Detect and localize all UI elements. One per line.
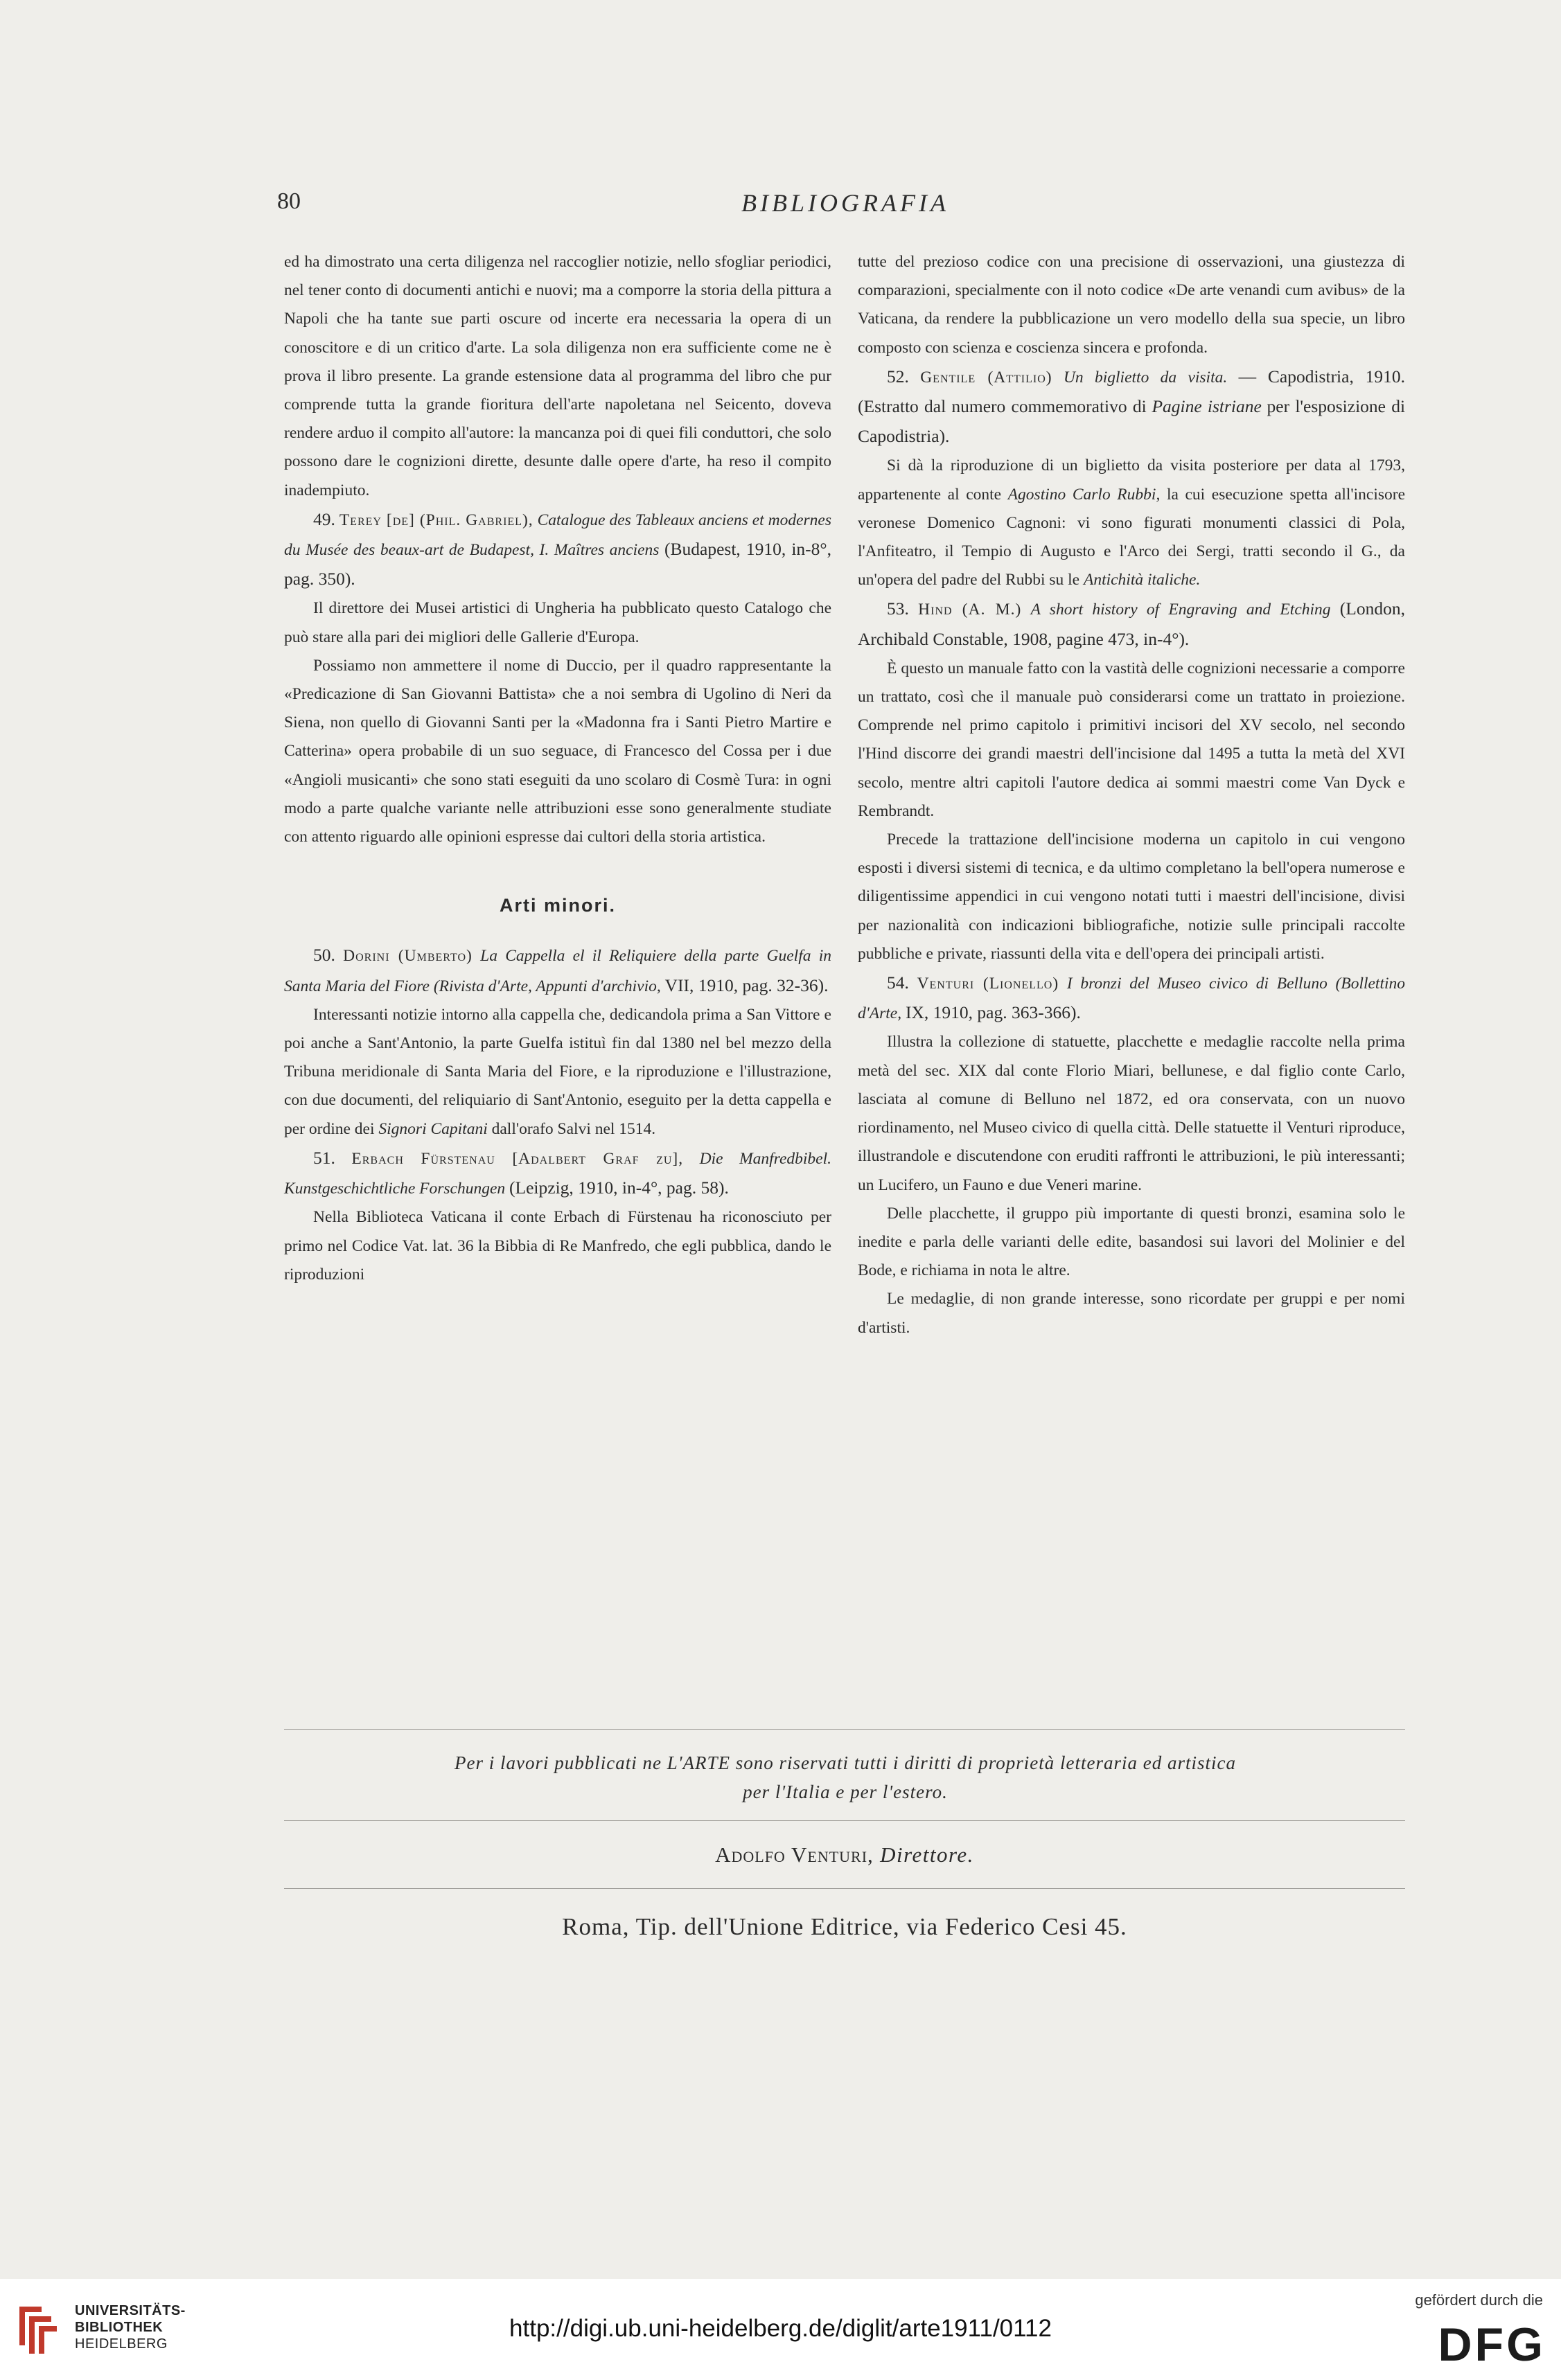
- paragraph: Si dà la riproduzione di un biglietto da visita posteriore per data al 1793, appartenente al conte Agostino Carlo Rubbi, la cui esecuzione spetta all'incisore veronese Domenico Cagnoni: vi sono figurati monumenti classici di Pola, l'Anfiteatro, il Tempio di Augusto e l'Arco dei Sergi, tratti secondo il G., da un'opera del padre del Rubbi su le Antichità italiche.: [858, 456, 1406, 589]
- paragraph: Le medaglie, di non grande interesse, sono ricordate per gruppi e per nomi d'artisti.: [858, 1290, 1405, 1337]
- divider-rule: [284, 1888, 1405, 1889]
- entry-title: I bronzi del Museo civico di Belluno: [1066, 975, 1328, 993]
- rights-notice: Per i lavori pubblicati ne L'ARTE sono riservati tutti i diritti di proprietà letteraria ed artistica per l'Italia e per l'estero.: [455, 1752, 1236, 1802]
- viewer-footer: [0, 2279, 1561, 2380]
- bibliography-entry-49: 49. Terey [de] (Phil. Gabriel), Catalogue des Tableaux anciens et modernes du Musée des beaux-art de Budapest, I. Maîtres anciens (Budapest, 1910, in-8°, pag. 350).: [284, 508, 832, 589]
- paragraph: Il direttore dei Musei artistici di Ungheria ha pubblicato questo Catalogo che può stare alla pari dei migliori delle Gallerie d'Europa.: [284, 599, 831, 646]
- entry-author: Terey [de] (Phil. Gabriel),: [339, 510, 533, 529]
- section-title: Arti minori.: [499, 895, 616, 916]
- entry-title: Un biglietto da visita.: [1063, 368, 1228, 387]
- editor-line: Adolfo Venturi, Direttore.: [715, 1842, 974, 1867]
- sponsor-label: gefördert durch die: [1415, 2291, 1543, 2309]
- entry-title: Die Manfredbibel. Kunstgeschichtliche Forschungen: [284, 1149, 832, 1198]
- permalink-url[interactable]: http://digi.ub.uni-heidelberg.de/diglit/arte1911/0112: [509, 2315, 1052, 2342]
- bibliography-entry-53: 53. Hind (A. M.) A short history of Engraving and Etching (London, Archibald Constable, 1908, pagine 473, in-4°).: [858, 598, 1405, 649]
- left-column: [284, 248, 831, 1289]
- right-column: [858, 248, 1405, 1342]
- paragraph: Possiamo non ammettere il nome di Duccio, per il quadro rappresentante la «Predicazione di San Giovanni Battista» che a noi sembra di Ugolino di Neri da Siena, non quello di Giovanni Santi per la «Madonna fra i Santi Pietro Martire e Catterina» opera probabile di un suo seguace, di Francesco del Cossa per i due «Angioli musicanti» che sono stati eseguiti da uno scolaro di Cosmè Tura: in ogni modo a parte qualche variante nelle attribuzioni esse sono generalmente studiate con attento riguardo alle opinioni espresse dai cultori della storia artistica.: [284, 656, 831, 846]
- paragraph: Nella Biblioteca Vaticana il conte Erbach di Fürstenau ha riconosciuto per primo nel Codice Vat. lat. 36 la Bibbia di Re Manfredo, che egli pubblica, dando le riproduzioni: [284, 1208, 831, 1284]
- bibliography-entry-52: 52. Gentile (Attilio) Un biglietto da visita. — Capodistria, 1910. (Estratto dal numero commemorativo di Pagine istriane per l'esposizione di Capodistria).: [858, 366, 1406, 447]
- institution-name: UNIVERSITÄTS- BIBLIOTHEK HEIDELBERG: [75, 2303, 186, 2352]
- bibliography-entry-50: 50. Dorini (Umberto) La Cappella el il Reliquiere della parte Guelfa in Santa Maria del Fiore (Rivista d'Arte, Appunti d'archivio, VII, 1910, pag. 32-36).: [284, 945, 832, 995]
- page-header: [277, 188, 1413, 230]
- entry-author: Dorini (Umberto): [343, 947, 473, 966]
- paragraph: Delle placchette, il gruppo più importante di questi bronzi, esamina solo le inedite e parla delle varianti delle edite, basandosi sui lavori del Molinier e del Bode, e richiama in nota le altre.: [858, 1204, 1405, 1280]
- imprint: Roma, Tip. dell'Unione Editrice, via Federico Cesi 45.: [562, 1913, 1127, 1940]
- running-head: BIBLIOGRAFIA: [741, 189, 949, 217]
- paragraph: Interessanti notizie intorno alla cappella che, dedicandola prima a San Vittore e poi anche a Sant'Antonio, la parte Guelfa istituì fin dal 1380 nel bel mezzo della Tribuna meridionale di Santa Maria del Fiore, e la riproduzione e l'illustrazione, con due documenti, del reliquiario di Sant'Antonio, eseguito per la detta cappella e per ordine dei Signori Capitani dall'orafo Salvi nel 1514.: [284, 1005, 831, 1138]
- entry-journal: (Bollettino d'Arte,: [858, 975, 1406, 1023]
- entry-title: A short history of Engraving and Etching: [1030, 601, 1331, 619]
- divider-rule: [284, 1729, 1405, 1730]
- paragraph: Illustra la collezione di statuette, placchette e medaglie raccolte nella prima metà del sec. XIX dal conte Florio Miari, bellunese, e dal figlio conte Carlo, lasciata al comune di Belluno nel 1872, ed ora conservata, con un nuovo riordinamento, nel Museo civico di quella città. Delle statuette il Venturi riproduce, illustrandole e discutendone con eruditi raffronti le attribuzioni, le più interessanti; un Lucifero, un Fauno e due Veneri marine.: [858, 1033, 1405, 1194]
- entry-title: La Cappella el il Reliquiere della parte Guelfa in Santa Maria del Fiore: [284, 947, 832, 995]
- bibliography-entry-51: 51. Erbach Fürstenau [Adalbert Graf zu], Die Manfredbibel. Kunstgeschichtliche Forschungen (Leipzig, 1910, in-4°, pag. 58).: [284, 1147, 832, 1198]
- entry-title: Catalogue des Tableaux anciens et modernes du Musée des beaux-art de Budapest, I. Maîtres anciens: [284, 510, 832, 560]
- entry-author: Venturi (Lionello): [917, 975, 1059, 993]
- entry-author: Erbach Fürstenau [Adalbert Graf zu],: [351, 1149, 684, 1168]
- bibliography-entry-54: 54. Venturi (Lionello) I bronzi del Museo civico di Belluno (Bollettino d'Arte, IX, 1910, pag. 363-366).: [858, 973, 1406, 1023]
- paragraph: Precede la trattazione dell'incisione moderna un capitolo in cui vengono esposti i diversi sistemi di tecnica, e da ultimo completano la bell'opera numerose e diligentissime appendici in cui vengono notati tutti i maestri dell'incisione, divisi per nazionalità con indicazioni bibliografiche, notizie sulle principali raccolte pubbliche e private, riassunti della vita e dell'opera dei principali artisti.: [858, 831, 1405, 963]
- paragraph: tutte del prezioso codice con una precisione di osservazioni, una giustezza di comparazioni, specialmente con il noto codice «De arte venandi cum avibus» de la Vaticana, da rendere la pubblicazione un vero modello della sua specie, un libro composto con scienza e coscienza sincera e profonda.: [858, 253, 1405, 357]
- page-number: 80: [277, 188, 301, 214]
- entry-journal: (Rivista d'Arte, Appunti d'archivio,: [433, 977, 661, 995]
- entry-author: Gentile (Attilio): [920, 368, 1052, 387]
- paragraph: ed ha dimostrato una certa diligenza nel raccoglier notizie, nello sfogliar periodici, nel tener conto di documenti antichi e nuovi; ma a comporre la storia della pittura a Napoli che ha tante sue parti oscure od incerte era necessaria la opera di un conoscitore e di un critico d'arte. La sola diligenza non era sufficiente come ne è prova il libro presente. La grande estensione data al programma del libro che pur comprende tutta la grande fioritura dell'arte napoletana nel Seicento, doveva rendere arduo il compito all'autore: la mancanza poi di quei fili conduttori, che solo possono dare le cognizioni dirette, desunte dalle opere d'arte, ha reso il compito inadempiuto.: [284, 253, 831, 499]
- divider-rule: [284, 1820, 1405, 1821]
- entry-author: Hind (A. M.): [918, 601, 1022, 619]
- dfg-logo-icon[interactable]: DFG: [1438, 2318, 1546, 2371]
- paragraph: È questo un manuale fatto con la vastità delle cognizioni necessarie a comporre un trattato, così che il manuale può considerarsi come un trattato in proiezione. Comprende nel primo capitolo i primitivi incisori del XV secolo, nel secondo l'Hind discorre dei grandi maestri dell'incisione dal 1495 a tutta la metà del XVI secolo, mentre altri capitoli l'autore dedica ai sommi maestri come Van Dyck e Rembrandt.: [858, 659, 1405, 820]
